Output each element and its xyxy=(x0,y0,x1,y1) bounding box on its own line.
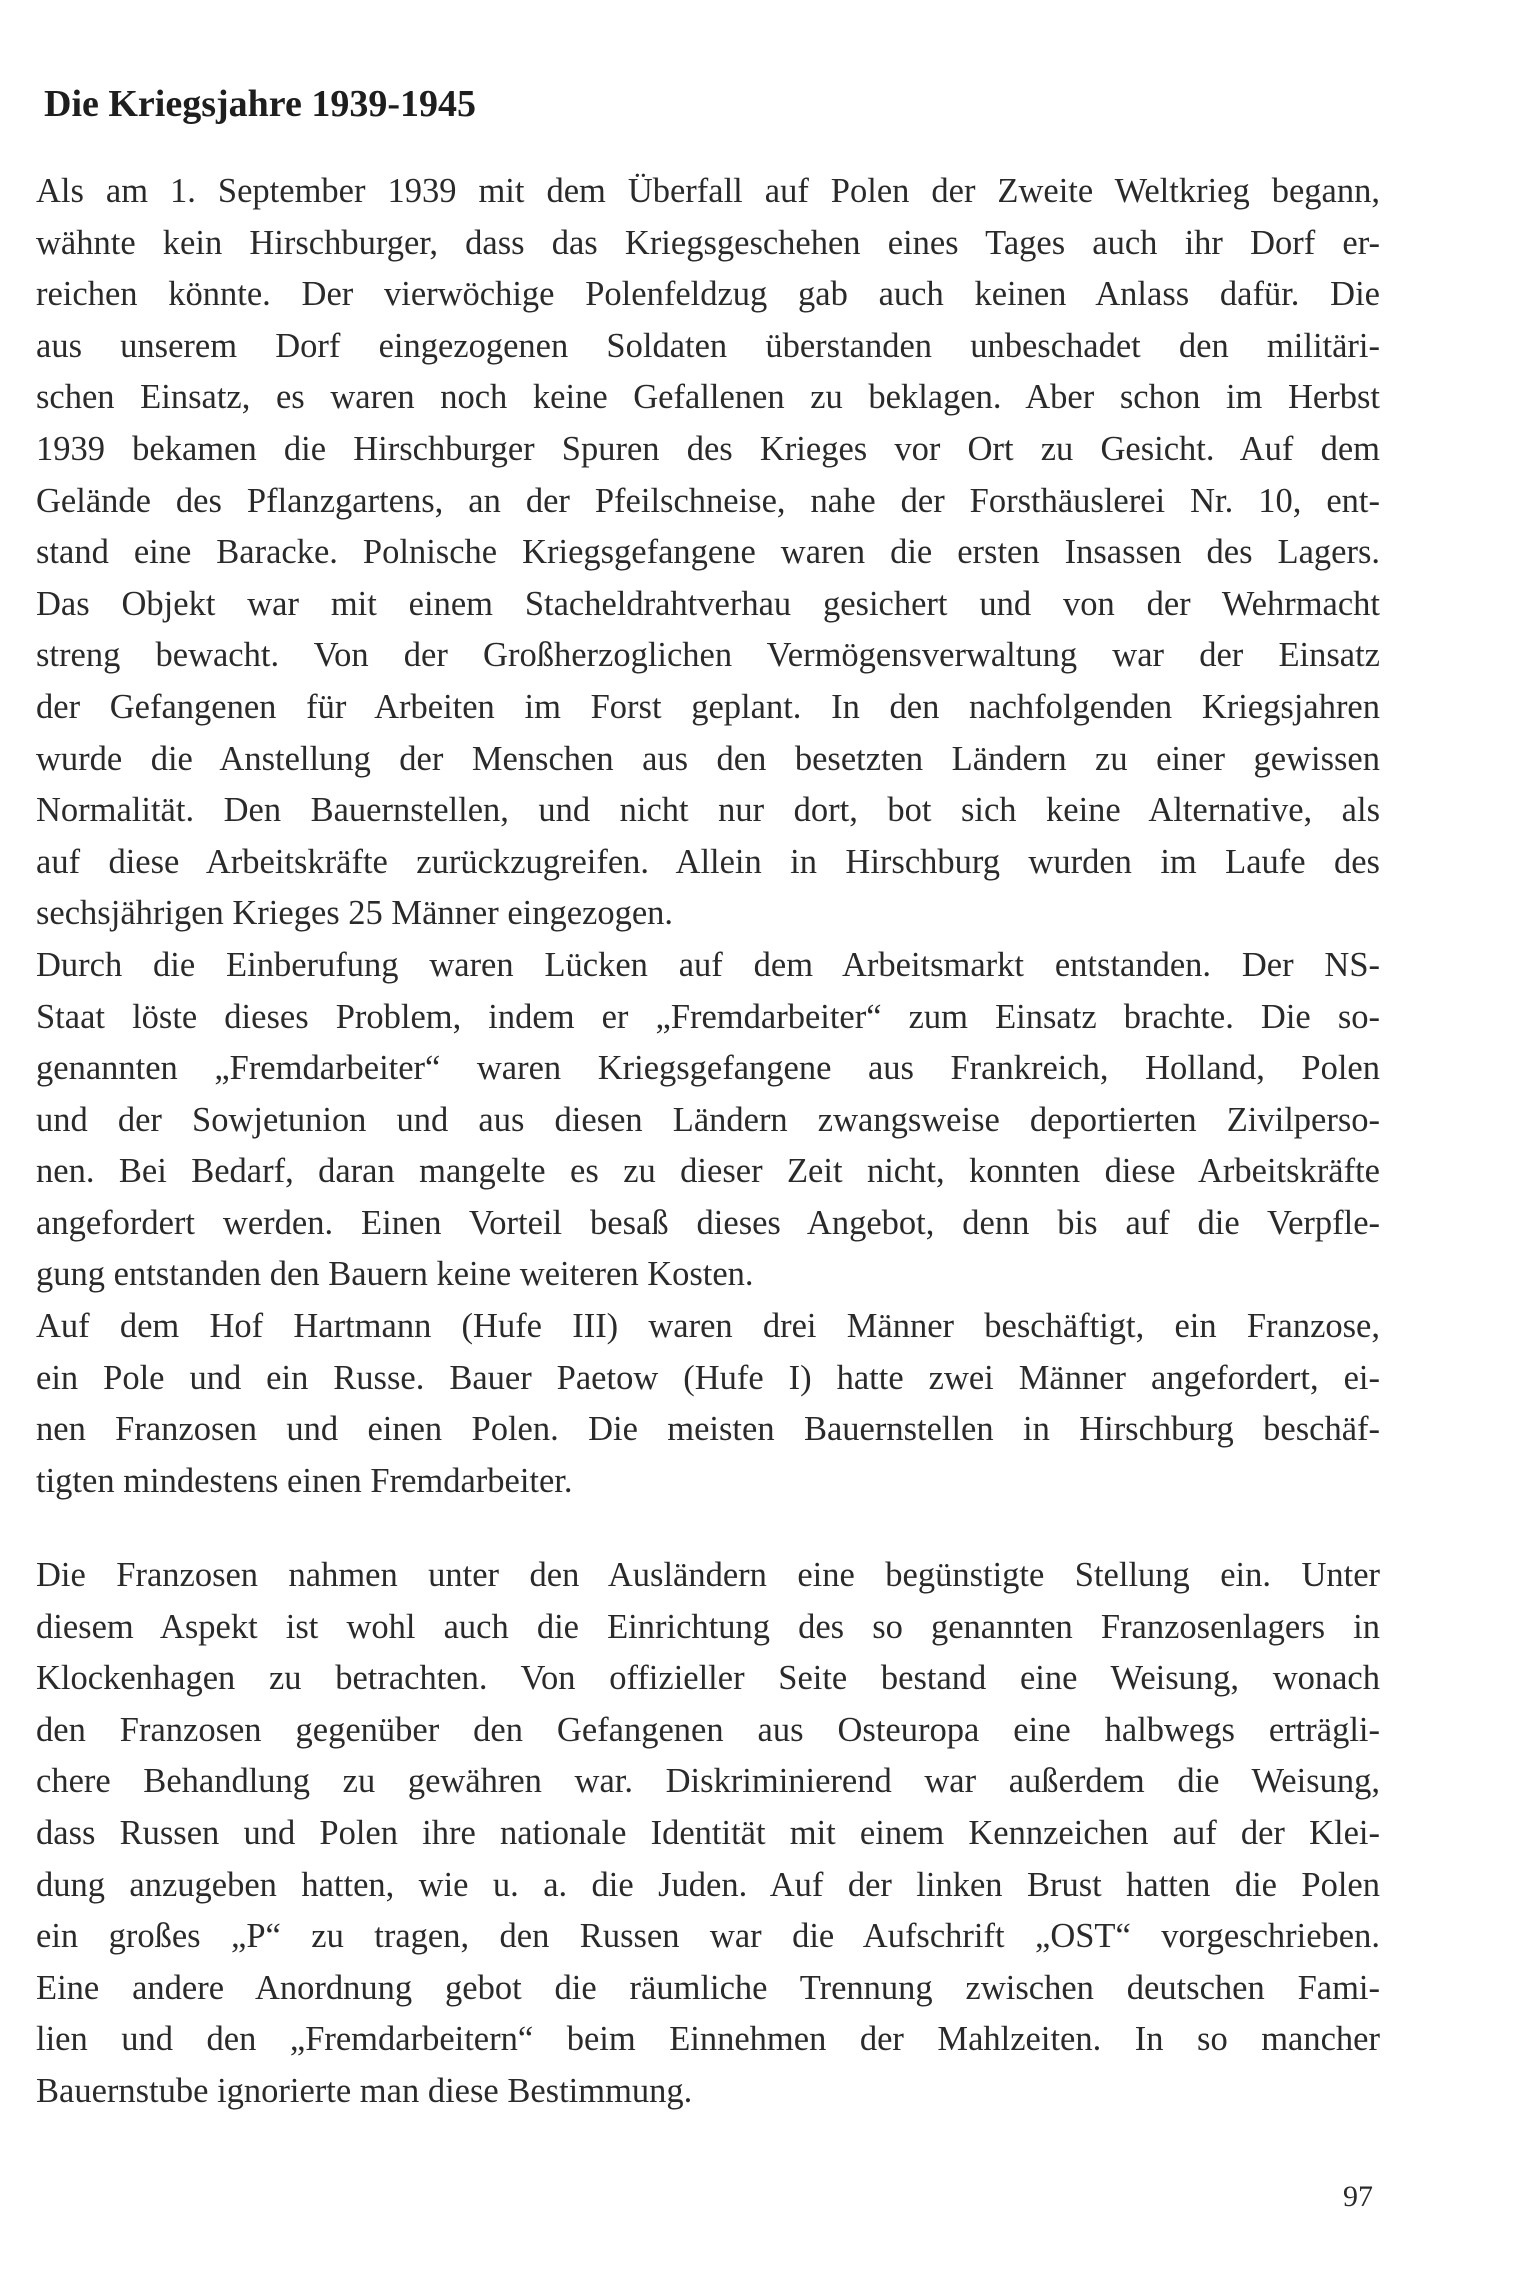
text-line: wurde die Anstellung der Menschen aus den besetzten Ländern zu einer gewissen xyxy=(36,739,1380,778)
paragraph-2 xyxy=(36,1550,1380,2118)
text-line: Das Objekt war mit einem Stacheldrahtverhau gesichert und von der Wehrmacht xyxy=(36,584,1380,623)
text-line: den Franzosen gegenüber den Gefangenen aus Osteuropa eine halbwegs erträgli- xyxy=(36,1710,1380,1749)
text-line: gung entstanden den Bauern keine weiteren Kosten. xyxy=(36,1255,754,1294)
text-line: dass Russen und Polen ihre nationale Identität mit einem Kennzeichen auf der Klei- xyxy=(36,1813,1380,1852)
text-line: Als am 1. September 1939 mit dem Überfall auf Polen der Zweite Weltkrieg begann, xyxy=(36,172,1380,210)
text-line: Normalität. Den Bauernstellen, und nicht nur dort, bot sich keine Alternative, als xyxy=(36,791,1380,830)
text-line: Auf dem Hof Hartmann (Hufe III) waren drei Männer beschäftigt, ein Franzose, xyxy=(36,1307,1380,1346)
text-line: Bauernstube ignorierte man diese Bestimmung. xyxy=(36,2071,693,2110)
text-line: sechsjährigen Krieges 25 Männer eingezogen. xyxy=(36,894,674,933)
text-line: streng bewacht. Von der Großherzoglichen Vermögensverwaltung war der Einsatz xyxy=(36,636,1380,675)
text-line: angefordert werden. Einen Vorteil besaß dieses Angebot, denn bis auf die Verpfle- xyxy=(36,1203,1380,1242)
text-line: Die Franzosen nahmen unter den Ausländern eine begünstigte Stellung ein. Unter xyxy=(36,1556,1380,1594)
page-number: 97 xyxy=(1343,2180,1373,2213)
text-line: lien und den „Fremdarbeitern“ beim Einnehmen der Mahlzeiten. In so mancher xyxy=(36,2020,1380,2059)
text-line: nen Franzosen und einen Polen. Die meisten Bauernstellen in Hirschburg beschäf- xyxy=(36,1410,1380,1449)
text-line: Eine andere Anordnung gebot die räumliche Trennung zwischen deutschen Fami- xyxy=(36,1968,1380,2007)
text-line: tigten mindestens einen Fremdarbeiter. xyxy=(36,1461,573,1500)
text-line: 1939 bekamen die Hirschburger Spuren des Krieges vor Ort zu Gesicht. Auf dem xyxy=(36,429,1380,468)
text-line: diesem Aspekt ist wohl auch die Einrichtung des so genannten Franzosenlagers in xyxy=(36,1607,1380,1646)
text-line: Staat löste dieses Problem, indem er „Fremdarbeiter“ zum Einsatz brachte. Die so- xyxy=(36,997,1380,1036)
text-line: Klockenhagen zu betrachten. Von offizieller Seite bestand eine Weisung, wonach xyxy=(36,1659,1380,1698)
text-line: Gelände des Pflanzgartens, an der Pfeilschneise, nahe der Forsthäuslerei Nr. 10, ent- xyxy=(36,481,1380,520)
text-line: Durch die Einberufung waren Lücken auf dem Arbeitsmarkt entstanden. Der NS- xyxy=(36,945,1380,984)
text-line: stand eine Baracke. Polnische Kriegsgefangene waren die ersten Insassen des Lagers. xyxy=(36,533,1380,572)
text-line: genannten „Fremdarbeiter“ waren Kriegsgefangene aus Frankreich, Holland, Polen xyxy=(36,1049,1380,1088)
text-line: und der Sowjetunion und aus diesen Ländern zwangsweise deportierten Zivilperso- xyxy=(36,1100,1380,1139)
text-line: nen. Bei Bedarf, daran mangelte es zu dieser Zeit nicht, konnten diese Arbeitskräfte xyxy=(36,1152,1380,1191)
text-line: der Gefangenen für Arbeiten im Forst geplant. In den nachfolgenden Kriegsjahren xyxy=(36,687,1380,726)
paragraph-1 xyxy=(36,166,1380,1507)
text-line: auf diese Arbeitskräfte zurückzugreifen. Allein in Hirschburg wurden im Laufe des xyxy=(36,842,1380,881)
text-line: wähnte kein Hirschburger, dass das Kriegsgeschehen eines Tages auch ihr Dorf er- xyxy=(36,223,1380,262)
text-line: aus unserem Dorf eingezogenen Soldaten überstanden unbeschadet den militäri- xyxy=(36,326,1380,365)
text-line: chere Behandlung zu gewähren war. Diskriminierend war außerdem die Weisung, xyxy=(36,1762,1380,1801)
text-line: ein großes „P“ zu tragen, den Russen war die Aufschrift „OST“ vorgeschrieben. xyxy=(36,1917,1380,1956)
text-line: dung anzugeben hatten, wie u. a. die Juden. Auf der linken Brust hatten die Polen xyxy=(36,1865,1380,1904)
text-line: reichen könnte. Der vierwöchige Polenfeldzug gab auch keinen Anlass dafür. Die xyxy=(36,275,1380,314)
text-line: schen Einsatz, es waren noch keine Gefallenen zu beklagen. Aber schon im Herbst xyxy=(36,378,1380,417)
text-line: ein Pole und ein Russe. Bauer Paetow (Hufe I) hatte zwei Männer angefordert, ei- xyxy=(36,1358,1380,1397)
chapter-heading: Die Kriegsjahre 1939-1945 xyxy=(44,83,476,125)
